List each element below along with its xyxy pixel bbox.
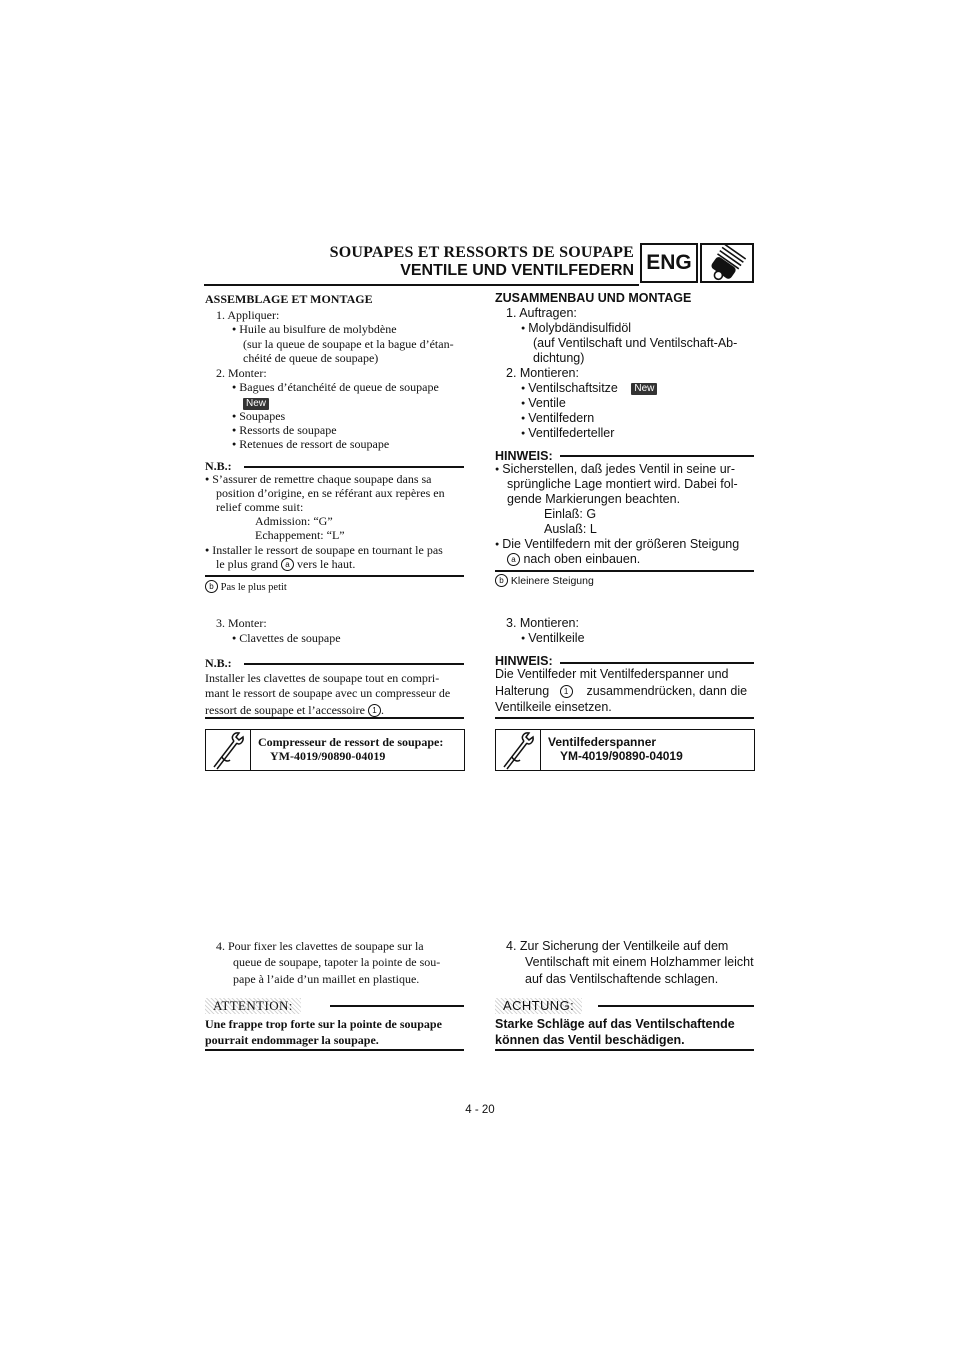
- fr-nb1-line3: relief comme suit:: [216, 500, 304, 514]
- fr-nb1-intake: Admission: “G”: [255, 514, 333, 528]
- de-footnote-b: b Kleinere Steigung: [495, 574, 594, 587]
- fr-footnote-b: b Pas le plus petit: [205, 580, 287, 593]
- fr-tool-line1: Compresseur de ressort de soupape:: [258, 735, 444, 749]
- fr-nb1-line1: ● S’assurer de remettre chaque soupape dans sa: [205, 472, 464, 487]
- fr-nb3-line2: mant le ressort de soupape avec un compresseur de: [205, 686, 451, 700]
- de-tool-line2: YM-4019/90890-04019: [560, 749, 683, 763]
- fr-nb2-line1: ● Installer le ressort de soupape en tournant le pas: [205, 543, 464, 558]
- de-tool-box: [495, 729, 755, 771]
- fr-step4-line2: queue de soupape, tapoter la pointe de sou-: [233, 955, 441, 969]
- fr-step1-note-b: chéité de queue de soupape): [243, 351, 379, 365]
- fr-step1-item: ● Huile au bisulfure de molybdène: [232, 322, 397, 337]
- de-step2-item3: ● Ventilfedern: [521, 411, 594, 426]
- de-tool-line1: Ventilfederspanner: [548, 735, 657, 749]
- de-h1-line3: gende Markierungen beachten.: [507, 492, 681, 506]
- fr-nb-rule: [244, 466, 464, 468]
- de-h1-intake: Einlaß: G: [544, 507, 597, 521]
- de-step1-label: 1. Auftragen:: [506, 306, 577, 320]
- fr-step2-item2: ● Soupapes: [232, 409, 285, 424]
- de-step1-item: ● Molybdändisulfidöl: [521, 321, 631, 336]
- wrench-icon: [208, 731, 248, 771]
- fr-nb2-line2: le plus grand a vers le haut.: [216, 557, 356, 571]
- de-caution-label: ACHTUNG:: [495, 997, 582, 1015]
- fr-step1-label: 1. Appliquer:: [216, 308, 280, 322]
- de-hinweis2-end-rule: [495, 717, 754, 719]
- fr-nb1-exhaust: Echappement: “L”: [255, 528, 345, 542]
- de-h2-line2: a nach oben einbauen.: [507, 552, 640, 567]
- fr-nb-label: N.B.:: [205, 459, 232, 473]
- fr-nb3-end-rule: [205, 717, 464, 719]
- de-new-badge: New: [631, 383, 657, 395]
- fr-caution-end-rule: [205, 1049, 464, 1051]
- wrench-icon: [498, 731, 538, 771]
- de-step3-item: ● Ventilkeile: [521, 631, 585, 646]
- fr-tool-line2: YM-4019/90890-04019: [270, 749, 386, 763]
- fr-step4-line3: pape à l’aide d’un maillet en plastique.: [233, 972, 420, 986]
- fr-step4-line1: 4. Pour fixer les clavettes de soupape sur la: [216, 939, 424, 953]
- fr-tool-box: [205, 729, 465, 771]
- fr-caution-line2: pourrait endommager la soupape.: [205, 1033, 379, 1047]
- de-hinweis-label: HINWEIS:: [495, 449, 553, 463]
- fr-nb3-line1: Installer les clavettes de soupape tout en compri-: [205, 671, 440, 685]
- mark-a-de: a: [507, 553, 520, 566]
- de-step4-line2: Ventilschaft mit einem Holzhammer leicht: [525, 955, 754, 969]
- fr-step2-item4: ● Retenues de ressort de soupape: [232, 437, 389, 452]
- mark-1-de: 1: [560, 685, 573, 698]
- fr-step2-item3: ● Ressorts de soupape: [232, 423, 337, 438]
- fr-step2-label: 2. Monter:: [216, 366, 267, 380]
- fr-nb2-rule: [244, 663, 464, 665]
- de-h1-line2: sprüngliche Lage montiert wird. Dabei fol-: [507, 477, 738, 491]
- de-caution-end-rule: [495, 1049, 754, 1051]
- de-step2-item2: ● Ventile: [521, 396, 566, 411]
- de-caution-line1: Starke Schläge auf das Ventilschaftende: [495, 1017, 735, 1031]
- fr-nb2-label: N.B.:: [205, 656, 232, 670]
- de-step3-label: 3. Montieren:: [506, 616, 579, 630]
- de-h1-line1: ● Sicherstellen, daß jedes Ventil in seine ur-: [495, 462, 735, 477]
- de-step2-item1: ● Ventilschaftsitze New: [521, 381, 657, 396]
- fr-step3-label: 3. Monter:: [216, 616, 267, 630]
- mark-1-fr: 1: [368, 704, 381, 717]
- mark-a-fr: a: [281, 558, 294, 571]
- de-h1-exhaust: Auslaß: L: [544, 522, 597, 536]
- de-h3-line2: Halterung 1 zusammendrücken, dann die: [495, 684, 748, 698]
- de-h3-line1: Die Ventilfeder mit Ventilfederspanner und: [495, 667, 729, 681]
- fr-section-title: ASSEMBLAGE ET MONTAGE: [205, 292, 373, 306]
- fr-caution-rule: [330, 1005, 464, 1007]
- mark-b-de: b: [495, 574, 508, 587]
- de-step4-line1: 4. Zur Sicherung der Ventilkeile auf dem: [506, 939, 729, 953]
- header-title-fr: SOUPAPES ET RESSORTS DE SOUPAPE: [329, 244, 634, 261]
- fr-caution-line1: Une frappe trop forte sur la pointe de soupape: [205, 1017, 442, 1031]
- de-step1-note-a: (auf Ventilschaft und Ventilschaft-Ab-: [533, 336, 738, 350]
- fr-new-badge: New: [243, 394, 269, 412]
- de-hinweis2-label: HINWEIS:: [495, 654, 553, 668]
- fr-nb3-line3: ressort de soupape et l’accessoire 1 .: [205, 703, 384, 717]
- de-hinweis-rule: [560, 455, 754, 457]
- de-h3-line3: Ventilkeile einsetzen.: [495, 700, 612, 714]
- engine-icon: [700, 243, 754, 283]
- fr-step2-item1: ● Bagues d’étanchéité de queue de soupape: [232, 380, 464, 395]
- de-step1-note-b: dichtung): [533, 351, 585, 365]
- page-number: 4 - 20: [465, 1104, 495, 1116]
- de-section-title: ZUSAMMENBAU UND MONTAGE: [495, 291, 692, 305]
- header-title-de: VENTILE UND VENTILFEDERN: [400, 262, 634, 279]
- de-step2-item4: ● Ventilfederteller: [521, 426, 614, 441]
- fr-caution-label: ATTENTION:: [205, 997, 301, 1015]
- fr-nb-end-rule: [205, 575, 464, 577]
- mark-b-fr: b: [205, 580, 218, 593]
- de-step4-line3: auf das Ventilschaftende schlagen.: [525, 972, 719, 986]
- fr-nb1-line2: position d’origine, en se référant aux repères en: [216, 486, 445, 500]
- fr-step1-note-a: (sur la queue de soupape et la bague d’étan-: [243, 337, 454, 351]
- header-rule: [204, 284, 639, 286]
- de-caution-rule: [598, 1005, 754, 1007]
- lang-badge: ENG: [640, 243, 698, 283]
- de-hinweis2-rule: [560, 662, 754, 664]
- fr-step3-item: ● Clavettes de soupape: [232, 631, 341, 646]
- de-step2-label: 2. Montieren:: [506, 366, 579, 380]
- de-caution-line2: können das Ventil beschädigen.: [495, 1033, 685, 1047]
- de-h2-line1: ● Die Ventilfedern mit der größeren Steigung: [495, 537, 739, 552]
- de-hinweis-end-rule: [495, 570, 754, 572]
